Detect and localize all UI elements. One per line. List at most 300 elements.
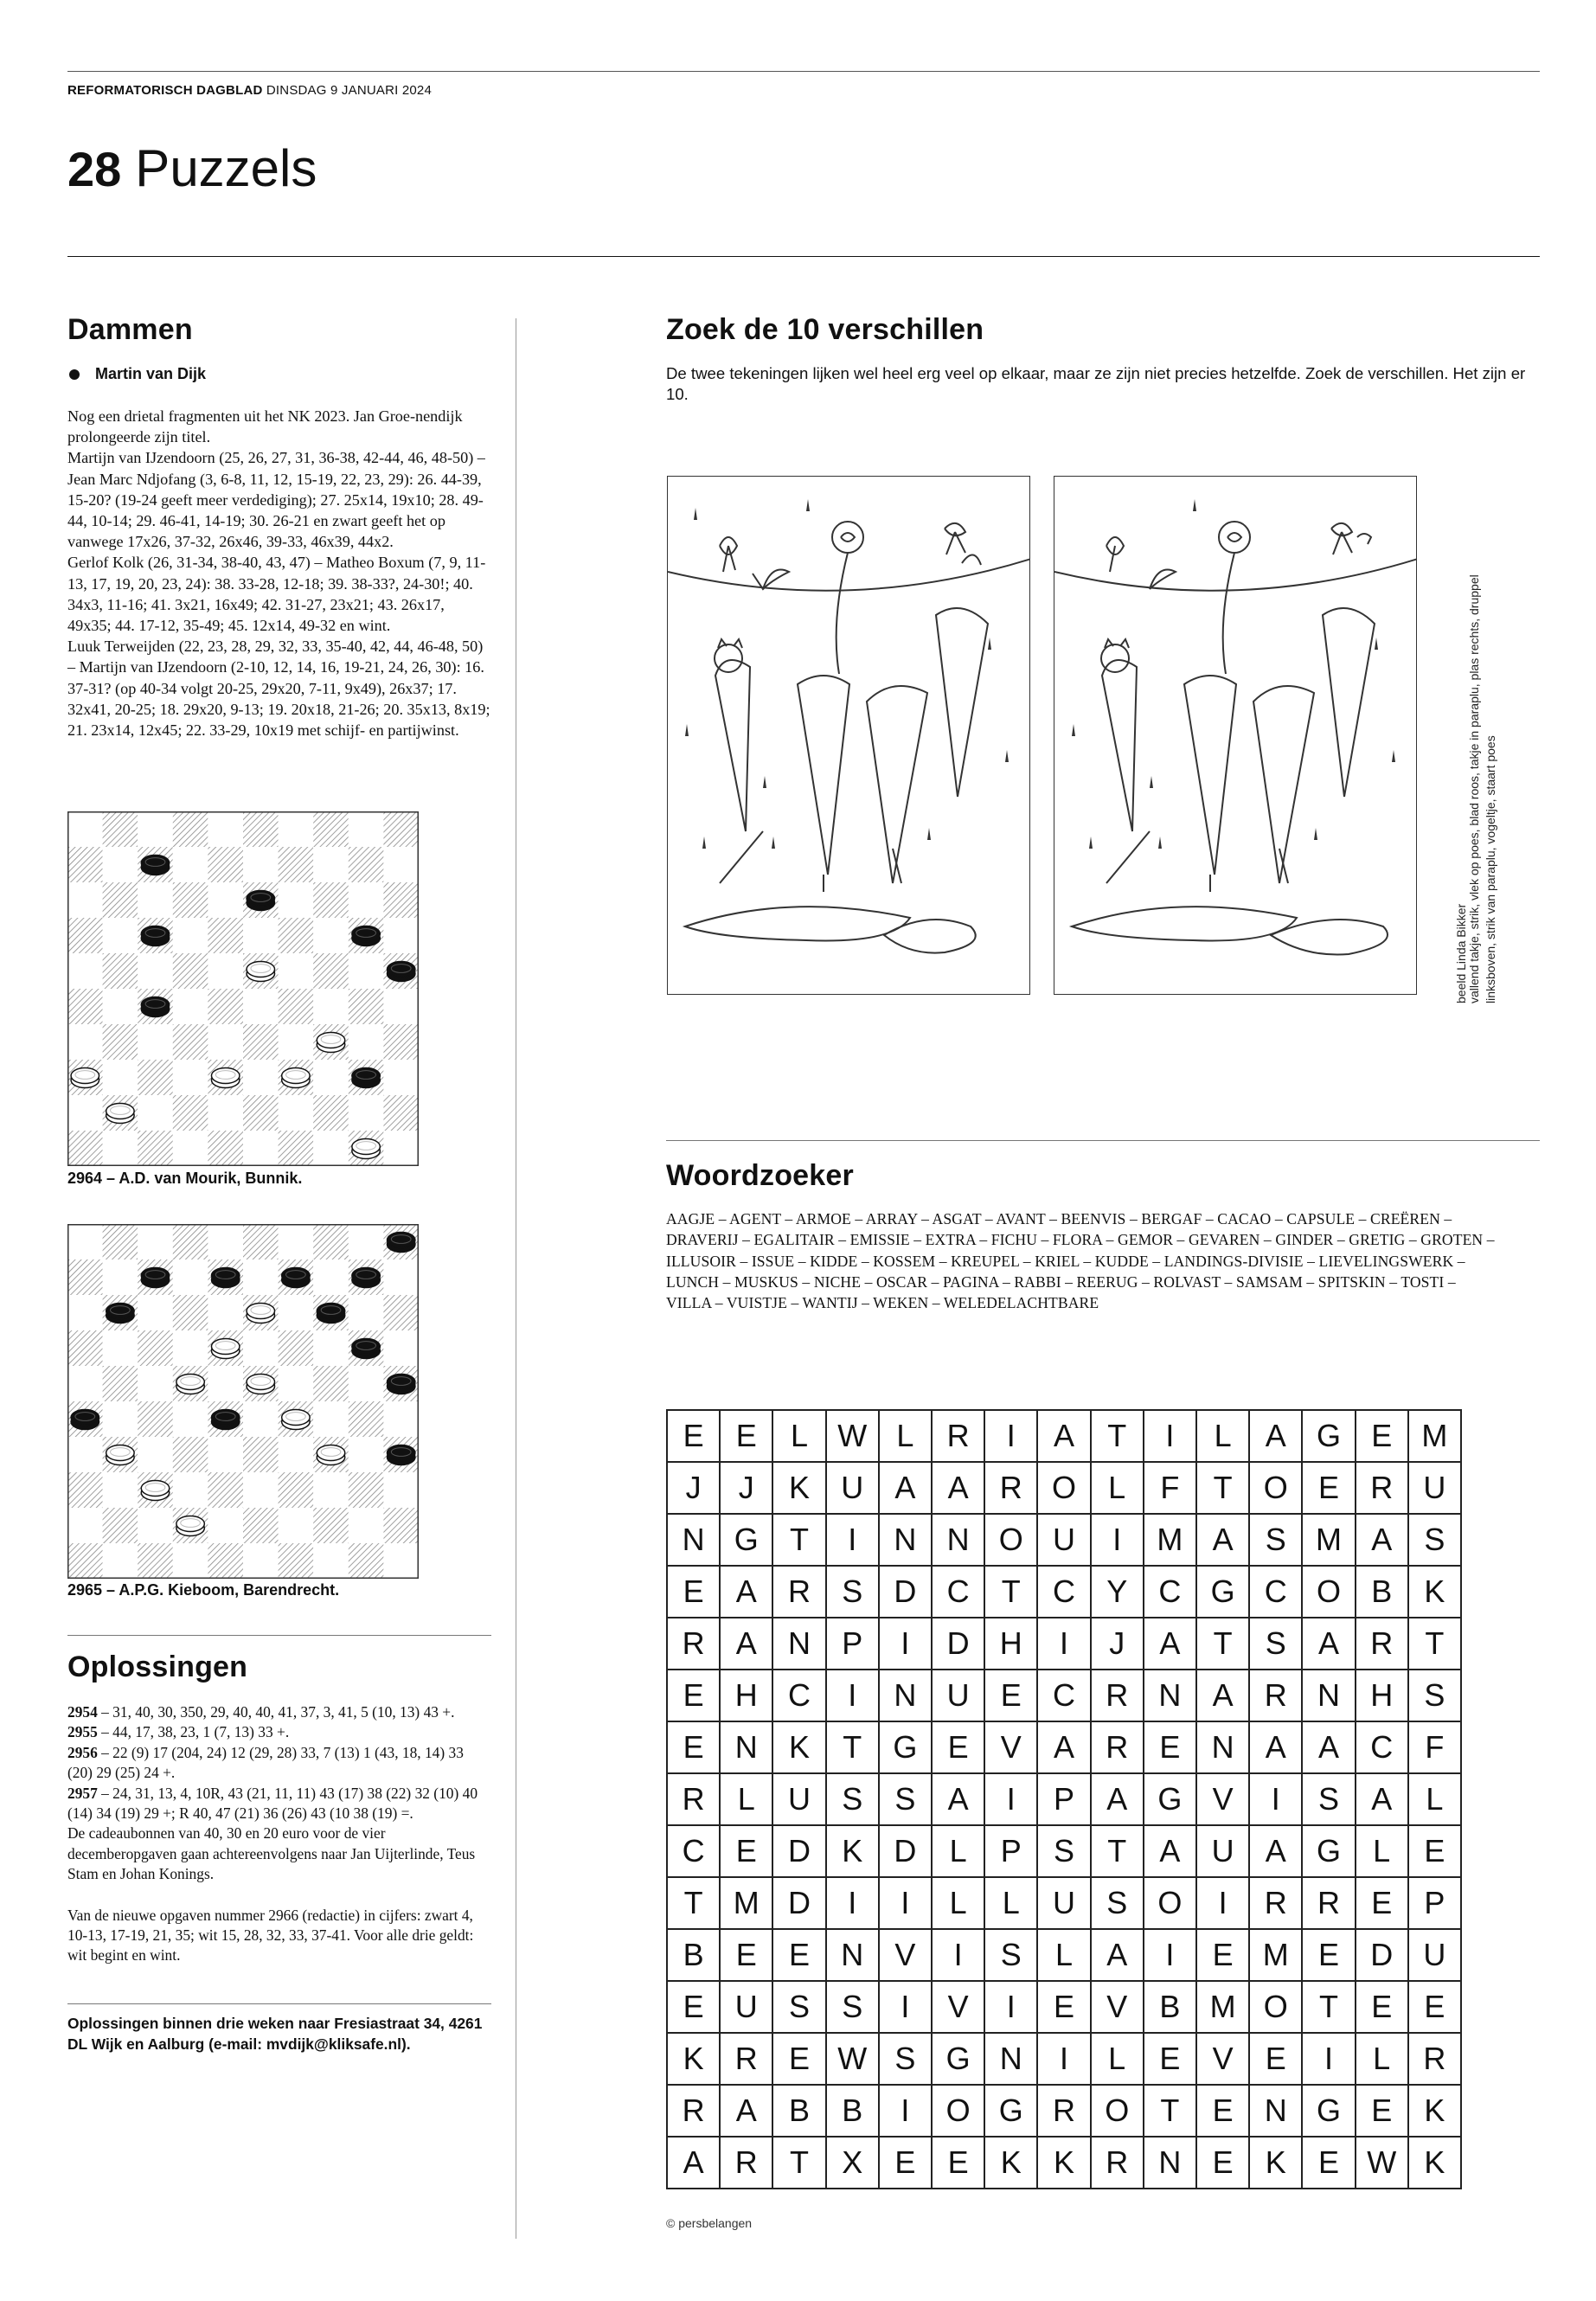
grid-cell[interactable]: R	[1092, 1722, 1144, 1774]
grid-cell[interactable]: R	[1356, 1618, 1409, 1670]
grid-cell[interactable]: X	[827, 2138, 880, 2189]
page-header	[67, 138, 317, 208]
grid-cell[interactable]: A	[721, 1618, 773, 1670]
grid-cell[interactable]: H	[985, 1618, 1038, 1670]
grid-cell[interactable]: R	[1250, 1670, 1303, 1722]
dark-square	[313, 811, 349, 847]
light-square	[313, 989, 349, 1024]
grid-cell[interactable]: N	[1303, 1670, 1356, 1722]
grid-cell[interactable]: N	[1250, 2086, 1303, 2138]
light-square	[208, 1024, 243, 1060]
grid-cell[interactable]: R	[1092, 1670, 1144, 1722]
grid-cell[interactable]: E	[721, 1930, 773, 1982]
black-piece	[211, 1267, 239, 1287]
grid-cell[interactable]: U	[1038, 1515, 1091, 1567]
grid-cell[interactable]: I	[1038, 1618, 1091, 1670]
grid-cell[interactable]: S	[773, 1982, 826, 2034]
grid-cell[interactable]: I	[985, 1982, 1038, 2034]
light-square	[67, 1508, 103, 1543]
grid-cell[interactable]: I	[933, 1930, 985, 1982]
grid-cell[interactable]: C	[668, 1826, 721, 1878]
grid-cell[interactable]: K	[773, 1463, 826, 1515]
grid-cell[interactable]: A	[1250, 1411, 1303, 1463]
grid-cell[interactable]: O	[1038, 1463, 1091, 1515]
grid-cell[interactable]: O	[1250, 1982, 1303, 2034]
grid-cell[interactable]: L	[773, 1411, 826, 1463]
grid-cell[interactable]: C	[773, 1670, 826, 1722]
grid-cell[interactable]: G	[1197, 1567, 1250, 1618]
grid-cell[interactable]: E	[668, 1982, 721, 2034]
light-square	[173, 1543, 208, 1579]
grid-cell[interactable]: T	[985, 1567, 1038, 1618]
grid-cell[interactable]: C	[1250, 1567, 1303, 1618]
grid-cell[interactable]: E	[1197, 2086, 1250, 2138]
light-square	[243, 847, 279, 882]
grid-cell[interactable]: L	[1356, 2034, 1409, 2086]
light-square	[208, 1366, 243, 1401]
grid-cell[interactable]: S	[1409, 1515, 1462, 1567]
grid-cell[interactable]: A	[1144, 1826, 1197, 1878]
grid-cell[interactable]: H	[1356, 1670, 1409, 1722]
grid-cell[interactable]: D	[773, 1878, 826, 1930]
grid-cell[interactable]: E	[668, 1567, 721, 1618]
grid-cell[interactable]: D	[880, 1567, 933, 1618]
grid-cell[interactable]: A	[880, 1463, 933, 1515]
grid-cell[interactable]: R	[985, 1463, 1038, 1515]
dammen-paragraph: Nog een drietal fragmenten uit het NK 2023. Jan Groe-nendijk prolongeerde zijn titel.	[67, 407, 463, 446]
light-square	[173, 989, 208, 1024]
grid-cell[interactable]: G	[933, 2034, 985, 2086]
grid-cell[interactable]: I	[880, 1618, 933, 1670]
grid-cell[interactable]: M	[1409, 1411, 1462, 1463]
grid-cell[interactable]: N	[721, 1722, 773, 1774]
grid-cell[interactable]: G	[1144, 1774, 1197, 1826]
grid-cell[interactable]: I	[985, 1774, 1038, 1826]
light-square	[243, 1472, 279, 1508]
dark-square	[173, 1024, 208, 1060]
light-square	[67, 1295, 103, 1330]
page-title: Puzzels	[135, 139, 317, 197]
grid-cell[interactable]: E	[1303, 2138, 1356, 2189]
grid-cell[interactable]: R	[1038, 2086, 1091, 2138]
grid-cell[interactable]: N	[668, 1515, 721, 1567]
light-square	[243, 1543, 279, 1579]
light-square	[279, 1366, 314, 1401]
grid-cell[interactable]: E	[933, 1722, 985, 1774]
light-square	[349, 1224, 384, 1259]
grid-cell[interactable]: T	[1303, 1982, 1356, 2034]
letter-grid[interactable]	[666, 1409, 1462, 2189]
grid-cell[interactable]: J	[668, 1463, 721, 1515]
grid-cell[interactable]: I	[827, 1515, 880, 1567]
grid-cell[interactable]: R	[1356, 1463, 1409, 1515]
grid-cell[interactable]: A	[721, 1567, 773, 1618]
grid-cell[interactable]: K	[1409, 1567, 1462, 1618]
grid-cell[interactable]: I	[1092, 1515, 1144, 1567]
grid-cell[interactable]: L	[1356, 1826, 1409, 1878]
grid-cell[interactable]: E	[1144, 1722, 1197, 1774]
grid-cell[interactable]: E	[668, 1411, 721, 1463]
grid-cell[interactable]: L	[1038, 1930, 1091, 1982]
grid-cell[interactable]: E	[1356, 1878, 1409, 1930]
grid-cell[interactable]: M	[721, 1878, 773, 1930]
grid-credit: © persbelangen	[666, 2216, 753, 2230]
grid-cell[interactable]: C	[933, 1567, 985, 1618]
grid-cell[interactable]: N	[933, 1515, 985, 1567]
light-square	[67, 1224, 103, 1259]
grid-cell[interactable]: M	[1197, 1982, 1250, 2034]
light-square	[138, 1508, 173, 1543]
woordzoeker-title: Woordzoeker	[666, 1159, 854, 1192]
dark-square	[243, 1095, 279, 1131]
grid-cell[interactable]: J	[721, 1463, 773, 1515]
grid-cell[interactable]: O	[1144, 1878, 1197, 1930]
grid-cell[interactable]: E	[773, 1930, 826, 1982]
grid-cell[interactable]: I	[1144, 1930, 1197, 1982]
light-square	[67, 1024, 103, 1060]
light-square	[383, 1259, 419, 1295]
black-piece	[141, 926, 169, 945]
solutions-body	[67, 1702, 491, 1966]
grid-cell[interactable]: U	[721, 1982, 773, 2034]
dark-square	[243, 1508, 279, 1543]
dark-square	[243, 1024, 279, 1060]
grid-cell[interactable]: V	[880, 1930, 933, 1982]
dark-square	[208, 989, 243, 1024]
light-square	[67, 953, 103, 989]
grid-cell[interactable]: A	[1356, 1515, 1409, 1567]
grid-cell[interactable]: M	[1144, 1515, 1197, 1567]
grid-cell[interactable]: V	[933, 1982, 985, 2034]
white-piece	[71, 1067, 99, 1087]
solution-moves: – 24, 31, 13, 4, 10R, 43 (21, 11, 11) 43 (17) 38 (22) 32 (10) 40 (14) 34 (19) 29 +; R 40, 47 (21) 36 (26) 43 (10 38 (19) =.	[67, 1784, 478, 1823]
grid-cell[interactable]: E	[1144, 2034, 1197, 2086]
black-piece	[387, 961, 414, 981]
light-square	[383, 989, 419, 1024]
grid-cell[interactable]: W	[827, 1411, 880, 1463]
grid-cell[interactable]: R	[668, 1774, 721, 1826]
grid-cell[interactable]: R	[1409, 2034, 1462, 2086]
grid-cell[interactable]: E	[721, 1411, 773, 1463]
grid-cell[interactable]: D	[1356, 1930, 1409, 1982]
grid-cell[interactable]: O	[1250, 1463, 1303, 1515]
light-square	[173, 918, 208, 953]
grid-cell[interactable]: E	[985, 1670, 1038, 1722]
light-square	[279, 1508, 314, 1543]
grid-cell[interactable]: S	[1250, 1618, 1303, 1670]
grid-cell[interactable]: B	[773, 2086, 826, 2138]
grid-cell[interactable]: R	[668, 1618, 721, 1670]
grid-cell[interactable]: M	[1303, 1515, 1356, 1567]
grid-cell[interactable]: O	[1303, 1567, 1356, 1618]
grid-cell[interactable]: S	[880, 2034, 933, 2086]
grid-cell[interactable]: A	[1356, 1774, 1409, 1826]
dark-square	[173, 953, 208, 989]
grid-cell[interactable]: B	[1144, 1982, 1197, 2034]
grid-cell[interactable]: R	[1250, 1878, 1303, 1930]
grid-cell[interactable]: E	[668, 1670, 721, 1722]
grid-cell[interactable]: N	[880, 1670, 933, 1722]
grid-cell[interactable]: I	[1250, 1774, 1303, 1826]
grid-cell[interactable]: K	[1038, 2138, 1091, 2189]
caption-2965: 2965 – A.P.G. Kieboom, Barendrecht.	[67, 1581, 340, 1599]
dark-square	[208, 1472, 243, 1508]
grid-cell[interactable]: O	[933, 2086, 985, 2138]
grid-cell[interactable]: E	[1356, 1982, 1409, 2034]
grid-cell[interactable]: R	[1303, 1878, 1356, 1930]
grid-cell[interactable]: E	[721, 1826, 773, 1878]
grid-cell[interactable]: T	[773, 2138, 826, 2189]
light-square	[313, 1401, 349, 1437]
light-square	[279, 882, 314, 918]
grid-cell[interactable]: I	[985, 1411, 1038, 1463]
grid-cell[interactable]: T	[1092, 1411, 1144, 1463]
black-piece	[387, 1374, 414, 1394]
grid-cell[interactable]: B	[1356, 1567, 1409, 1618]
grid-cell[interactable]: O	[985, 1515, 1038, 1567]
grid-cell[interactable]: E	[1303, 1930, 1356, 1982]
grid-cell[interactable]: Y	[1092, 1567, 1144, 1618]
grid-cell[interactable]: V	[985, 1722, 1038, 1774]
grid-cell[interactable]: D	[933, 1618, 985, 1670]
grid-cell[interactable]: E	[1250, 2034, 1303, 2086]
light-square	[349, 1024, 384, 1060]
dark-square	[279, 847, 314, 882]
grid-cell[interactable]: S	[880, 1774, 933, 1826]
grid-cell[interactable]: P	[1038, 1774, 1091, 1826]
grid-cell[interactable]: D	[880, 1826, 933, 1878]
grid-cell[interactable]: L	[1197, 1411, 1250, 1463]
grid-cell[interactable]: B	[668, 1930, 721, 1982]
grid-cell[interactable]: U	[1409, 1463, 1462, 1515]
grid-cell[interactable]: L	[985, 1878, 1038, 1930]
word-list: AAGJE – AGENT – ARMOE – ARRAY – ASGAT – AVANT – BEENVIS – BERGAF – CACAO – CAPSULE – CREËREN – DRAVERIJ – EGALITAIR – EMISSIE – EXTRA – FICHU – FLORA – GEMOR – GEVAREN – GINDER – GRETIG – GROTEN – ILLUSOIR – ISSUE – KIDDE – KOSSEM – KREUPEL – KRIEL – KUDDE – LANDINGS-DIVISIE – LIEVELINGSWERK – LUNCH – MUSKUS – NICHE – OSCAR – PAGINA – RABBI – REERUG – ROLVAST – SAMSAM – SPITSKIN – TOSTI – VILLA – VUISTJE – WANTIJ – WEKEN – WELEDELACHTBARE	[666, 1210, 1495, 1312]
grid-cell[interactable]: E	[1409, 1826, 1462, 1878]
grid-cell[interactable]: K	[773, 1722, 826, 1774]
grid-cell[interactable]: I	[880, 1982, 933, 2034]
dark-square	[279, 1472, 314, 1508]
grid-cell[interactable]: A	[1092, 1930, 1144, 1982]
grid-cell[interactable]: T	[1092, 1826, 1144, 1878]
white-piece	[211, 1067, 239, 1087]
grid-cell[interactable]: A	[721, 2086, 773, 2138]
grid-cell[interactable]: E	[1356, 2086, 1409, 2138]
grid-cell[interactable]: P	[1409, 1878, 1462, 1930]
grid-cell[interactable]: F	[1144, 1463, 1197, 1515]
grid-cell[interactable]: K	[827, 1826, 880, 1878]
answers-line-2: linksboven, strik van paraplu, vogeltje, staart poes	[1484, 735, 1497, 1003]
grid-cell[interactable]: A	[933, 1774, 985, 1826]
black-piece	[141, 855, 169, 875]
grid-cell[interactable]: E	[1038, 1982, 1091, 2034]
draughts-board-2964	[67, 811, 457, 1166]
grid-cell[interactable]: O	[1092, 2086, 1144, 2138]
grid-cell[interactable]: L	[721, 1774, 773, 1826]
grid-cell[interactable]: M	[1250, 1930, 1303, 1982]
grid-cell[interactable]: I	[1038, 2034, 1091, 2086]
grid-cell[interactable]: I	[880, 2086, 933, 2138]
light-square	[173, 1060, 208, 1095]
grid-cell[interactable]: I	[827, 1878, 880, 1930]
grid-cell[interactable]: A	[1038, 1411, 1091, 1463]
grid-cell[interactable]: N	[880, 1515, 933, 1567]
grid-cell[interactable]: A	[1250, 1722, 1303, 1774]
grid-cell[interactable]: E	[880, 2138, 933, 2189]
grid-cell[interactable]: K	[668, 2034, 721, 2086]
light-square	[313, 1472, 349, 1508]
grid-cell[interactable]: E	[773, 2034, 826, 2086]
light-square	[279, 811, 314, 847]
grid-cell[interactable]: L	[1092, 2034, 1144, 2086]
grid-cell[interactable]: R	[773, 1567, 826, 1618]
grid-cell[interactable]: U	[1197, 1826, 1250, 1878]
grid-cell[interactable]: N	[773, 1618, 826, 1670]
grid-cell[interactable]: D	[773, 1826, 826, 1878]
light-square	[349, 1508, 384, 1543]
grid-cell[interactable]: S	[827, 1567, 880, 1618]
grid-cell[interactable]: T	[773, 1515, 826, 1567]
dark-square	[173, 1295, 208, 1330]
grid-cell[interactable]: A	[933, 1463, 985, 1515]
grid-cell[interactable]: A	[1144, 1618, 1197, 1670]
grid-cell[interactable]: A	[1250, 1826, 1303, 1878]
grid-cell[interactable]: S	[1092, 1878, 1144, 1930]
grid-cell[interactable]: P	[827, 1618, 880, 1670]
grid-cell[interactable]: L	[880, 1411, 933, 1463]
grid-cell[interactable]: H	[721, 1670, 773, 1722]
grid-cell[interactable]: E	[668, 1722, 721, 1774]
grid-cell[interactable]: E	[1197, 2138, 1250, 2189]
grid-cell[interactable]: A	[1197, 1515, 1250, 1567]
grid-cell[interactable]: S	[827, 1774, 880, 1826]
grid-cell[interactable]: P	[985, 1826, 1038, 1878]
grid-cell[interactable]: W	[1356, 2138, 1409, 2189]
grid-cell[interactable]: G	[1303, 2086, 1356, 2138]
grid-cell[interactable]: A	[1303, 1618, 1356, 1670]
light-square	[279, 1224, 314, 1259]
grid-cell[interactable]: C	[1144, 1567, 1197, 1618]
grid-cell[interactable]: S	[1303, 1774, 1356, 1826]
grid-cell[interactable]: A	[668, 2138, 721, 2189]
light-square	[173, 847, 208, 882]
black-piece	[141, 997, 169, 1016]
grid-cell[interactable]: U	[1038, 1878, 1091, 1930]
grid-cell[interactable]: I	[1303, 2034, 1356, 2086]
grid-cell[interactable]: S	[1250, 1515, 1303, 1567]
grid-cell[interactable]: C	[1038, 1670, 1091, 1722]
grid-cell[interactable]: A	[1303, 1722, 1356, 1774]
grid-cell[interactable]: S	[1409, 1670, 1462, 1722]
grid-cell[interactable]: U	[827, 1463, 880, 1515]
grid-cell[interactable]: N	[1144, 2138, 1197, 2189]
grid-cell[interactable]: E	[1356, 1411, 1409, 1463]
grid-cell[interactable]: T	[1197, 1618, 1250, 1670]
grid-cell[interactable]: T	[827, 1722, 880, 1774]
black-piece	[141, 1267, 169, 1287]
grid-cell[interactable]: L	[933, 1826, 985, 1878]
grid-cell[interactable]: N	[1197, 1722, 1250, 1774]
grid-cell[interactable]: T	[668, 1878, 721, 1930]
grid-cell[interactable]: F	[1409, 1722, 1462, 1774]
light-square	[279, 1295, 314, 1330]
grid-cell[interactable]: C	[1356, 1722, 1409, 1774]
grid-cell[interactable]: V	[1092, 1982, 1144, 2034]
grid-cell[interactable]: T	[1409, 1618, 1462, 1670]
grid-cell[interactable]: J	[1092, 1618, 1144, 1670]
grid-cell[interactable]: R	[1092, 2138, 1144, 2189]
grid-cell[interactable]: I	[1144, 1411, 1197, 1463]
grid-cell[interactable]: L	[1409, 1774, 1462, 1826]
grid-cell[interactable]: K	[1250, 2138, 1303, 2189]
grid-cell[interactable]: L	[1092, 1463, 1144, 1515]
grid-cell[interactable]: T	[1197, 1463, 1250, 1515]
grid-cell[interactable]: A	[1092, 1774, 1144, 1826]
grid-cell[interactable]: G	[985, 2086, 1038, 2138]
grid-cell[interactable]: G	[1303, 1411, 1356, 1463]
grid-cell[interactable]: E	[1409, 1982, 1462, 2034]
light-square	[103, 1131, 138, 1166]
grid-cell[interactable]: B	[827, 2086, 880, 2138]
solution-item	[67, 1722, 491, 1742]
grid-cell[interactable]: U	[1409, 1930, 1462, 1982]
grid-cell[interactable]: S	[985, 1930, 1038, 1982]
grid-cell[interactable]: K	[1409, 2138, 1462, 2189]
light-square	[383, 1131, 419, 1166]
grid-cell[interactable]: E	[1197, 1930, 1250, 1982]
grid-cell[interactable]: S	[827, 1982, 880, 2034]
bullet-icon	[69, 369, 80, 380]
light-square	[103, 1472, 138, 1508]
grid-cell[interactable]: E	[933, 2138, 985, 2189]
grid-cell[interactable]: U	[773, 1774, 826, 1826]
grid-cell[interactable]: G	[880, 1722, 933, 1774]
page-number: 28	[67, 142, 122, 196]
white-piece	[317, 1032, 344, 1052]
solution-moves: – 22 (9) 17 (204, 24) 12 (29, 28) 33, 7 (13) 1 (43, 18, 14) 33 (20) 29 (25) 24 +.	[67, 1743, 464, 1782]
grid-cell[interactable]: I	[827, 1670, 880, 1722]
grid-cell[interactable]: S	[1038, 1826, 1091, 1878]
grid-cell[interactable]: N	[985, 2034, 1038, 2086]
light-square	[208, 1095, 243, 1131]
light-square	[383, 1401, 419, 1437]
grid-cell[interactable]: N	[827, 1930, 880, 1982]
section-rule	[666, 1140, 1540, 1141]
grid-cell[interactable]: U	[933, 1670, 985, 1722]
grid-cell[interactable]: V	[1197, 1774, 1250, 1826]
grid-cell[interactable]: K	[985, 2138, 1038, 2189]
grid-cell[interactable]: K	[1409, 2086, 1462, 2138]
grid-cell[interactable]: A	[1197, 1670, 1250, 1722]
grid-cell[interactable]: I	[1197, 1878, 1250, 1930]
grid-cell[interactable]: E	[1303, 1463, 1356, 1515]
board-diagram	[67, 1224, 419, 1579]
grid-cell[interactable]: R	[933, 1411, 985, 1463]
grid-cell[interactable]: N	[1144, 1670, 1197, 1722]
dark-square	[349, 1401, 384, 1437]
grid-cell[interactable]: C	[1038, 1567, 1091, 1618]
grid-cell[interactable]: W	[827, 2034, 880, 2086]
grid-cell[interactable]: R	[721, 2034, 773, 2086]
grid-cell[interactable]: L	[933, 1878, 985, 1930]
grid-cell[interactable]: I	[880, 1878, 933, 1930]
grid-cell[interactable]: A	[1038, 1722, 1091, 1774]
grid-cell[interactable]: R	[668, 2086, 721, 2138]
grid-cell[interactable]: G	[721, 1515, 773, 1567]
grid-cell[interactable]: T	[1144, 2086, 1197, 2138]
grid-cell[interactable]: R	[721, 2138, 773, 2189]
grid-cell[interactable]: V	[1197, 2034, 1250, 2086]
grid-cell[interactable]: G	[1303, 1826, 1356, 1878]
